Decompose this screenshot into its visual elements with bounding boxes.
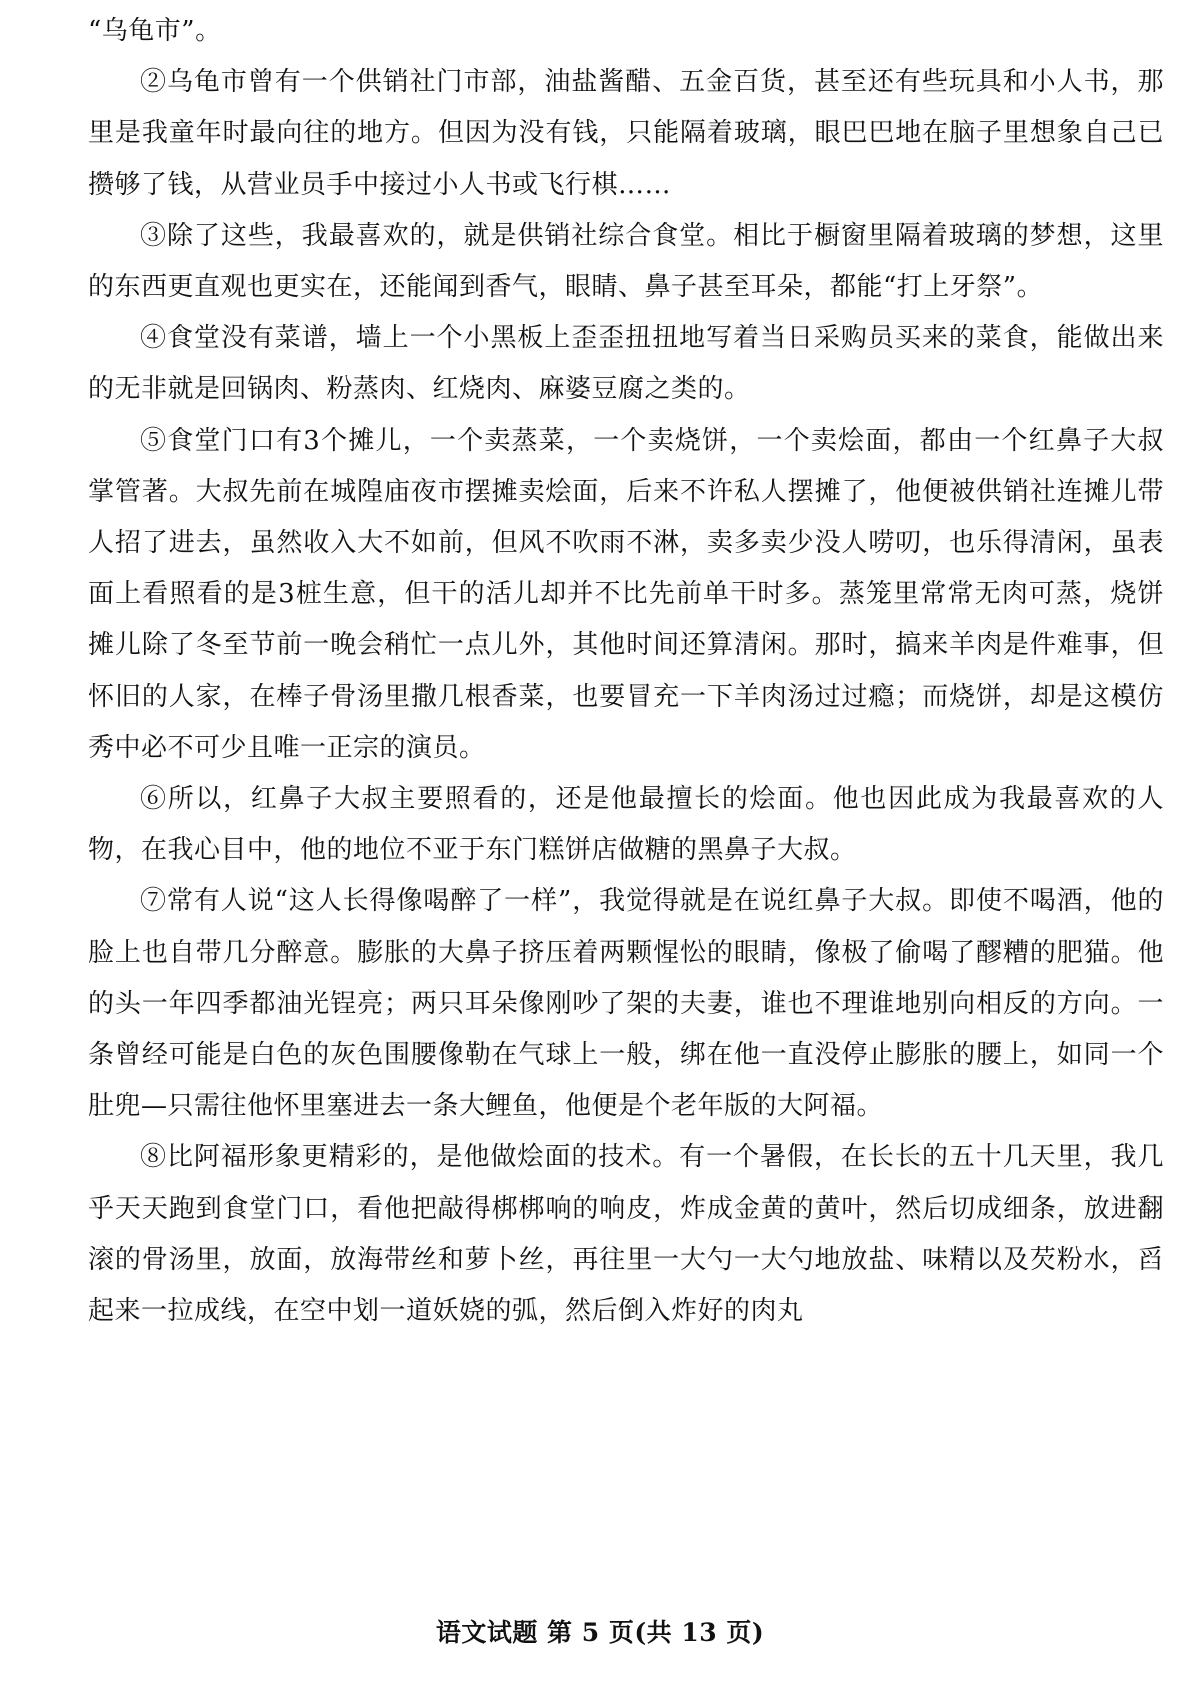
paragraph-2: ②乌龟市曾有一个供销社门市部，油盐酱醋、五金百货，甚至还有些玩具和小人书，那里是我童年时最向往的地方。但因为没有钱，只能隔着玻璃，眼巴巴地在脑子里想象自己已攒够了钱，从营业员手中接过小人书或飞行棋…… (88, 67, 1164, 200)
paragraph-3: ③除了这些，我最喜欢的，就是供销社综合食堂。相比于橱窗里隔着玻璃的梦想，这里的东西更直观也更实在，还能闻到香气，眼睛、鼻子甚至耳朵，都能“打上牙祭”。 (88, 220, 1164, 303)
paragraph-5: ⑤食堂门口有3个摊儿，一个卖蒸菜，一个卖烧饼，一个卖烩面，都由一个红鼻子大叔掌管著。大叔先前在城隍庙夜市摆摊卖烩面，后来不许私人摆摊了，他便被供销社连摊儿带人招了进去，虽然收入大不如前，但风不吹雨不淋，卖多卖少没人唠叨，也乐得清闲，虽表面上看照看的是3桩生意，但干的活儿却并不比先前单干时多。蒸笼里常常无肉可蒸，烧饼摊儿除了冬至节前一晚会稍忙一点儿外，其他时间还算清闲。那时，搞来羊肉是件难事，但怀旧的人家，在棒子骨汤里撒几根香菜，也要冒充一下羊肉汤过过瘾；而烧饼，却是这模仿秀中必不可少且唯一正宗的演员。 (88, 425, 1164, 763)
paragraph-4: ④食堂没有菜谱，墙上一个小黑板上歪歪扭扭地写着当日采购员买来的菜食，能做出来的无非就是回锅肉、粉蒸肉、红烧肉、麻婆豆腐之类的。 (88, 323, 1164, 405)
page-footer: 语文试题 第 5 页(共 13 页) (435, 1618, 765, 1647)
paragraph-7: ⑦常有人说“这人长得像喝醉了一样”，我觉得就是在说红鼻子大叔。即使不喝酒，他的脸上也自带几分醉意。膨胀的大鼻子挤压着两颗惺忪的眼睛，像极了偷喝了醪糟的肥猫。他的头一年四季都油光锃亮；两只耳朵像刚吵了架的夫妻，谁也不理谁地别向相反的方向。一条曾经可能是白色的灰色围腰像勒在气球上一般，绑在他一直没停止膨胀的腰上，如同一个肚兜—只需往他怀里塞进去一条大鲤鱼，他便是个老年版的大阿福。 (88, 886, 1164, 1122)
paragraph-6: ⑥所以，红鼻子大叔主要照看的，还是他最擅长的烩面。他也因此成为我最喜欢的人物，在我心目中，他的地位不亚于东门糕饼店做糖的黑鼻子大叔。 (88, 784, 1164, 866)
paragraph-8: ⑧比阿福形象更精彩的，是他做烩面的技术。有一个暑假，在长长的五十几天里，我几乎天天跑到食堂门口，看他把敲得梆梆响的响皮，炸成金黄的黄叶，然后切成细条，放进翻滚的骨汤里，放面，放海带丝和萝卜丝，再往里一大勺一大勺地放盐、味精以及芡粉水，舀起来一拉成线，在空中划一道妖娆的弧，然后倒入炸好的肉丸 (88, 1142, 1164, 1327)
paragraph-1-continuation: “乌龟市”。 (88, 16, 222, 46)
article-body (88, 6, 1164, 1337)
